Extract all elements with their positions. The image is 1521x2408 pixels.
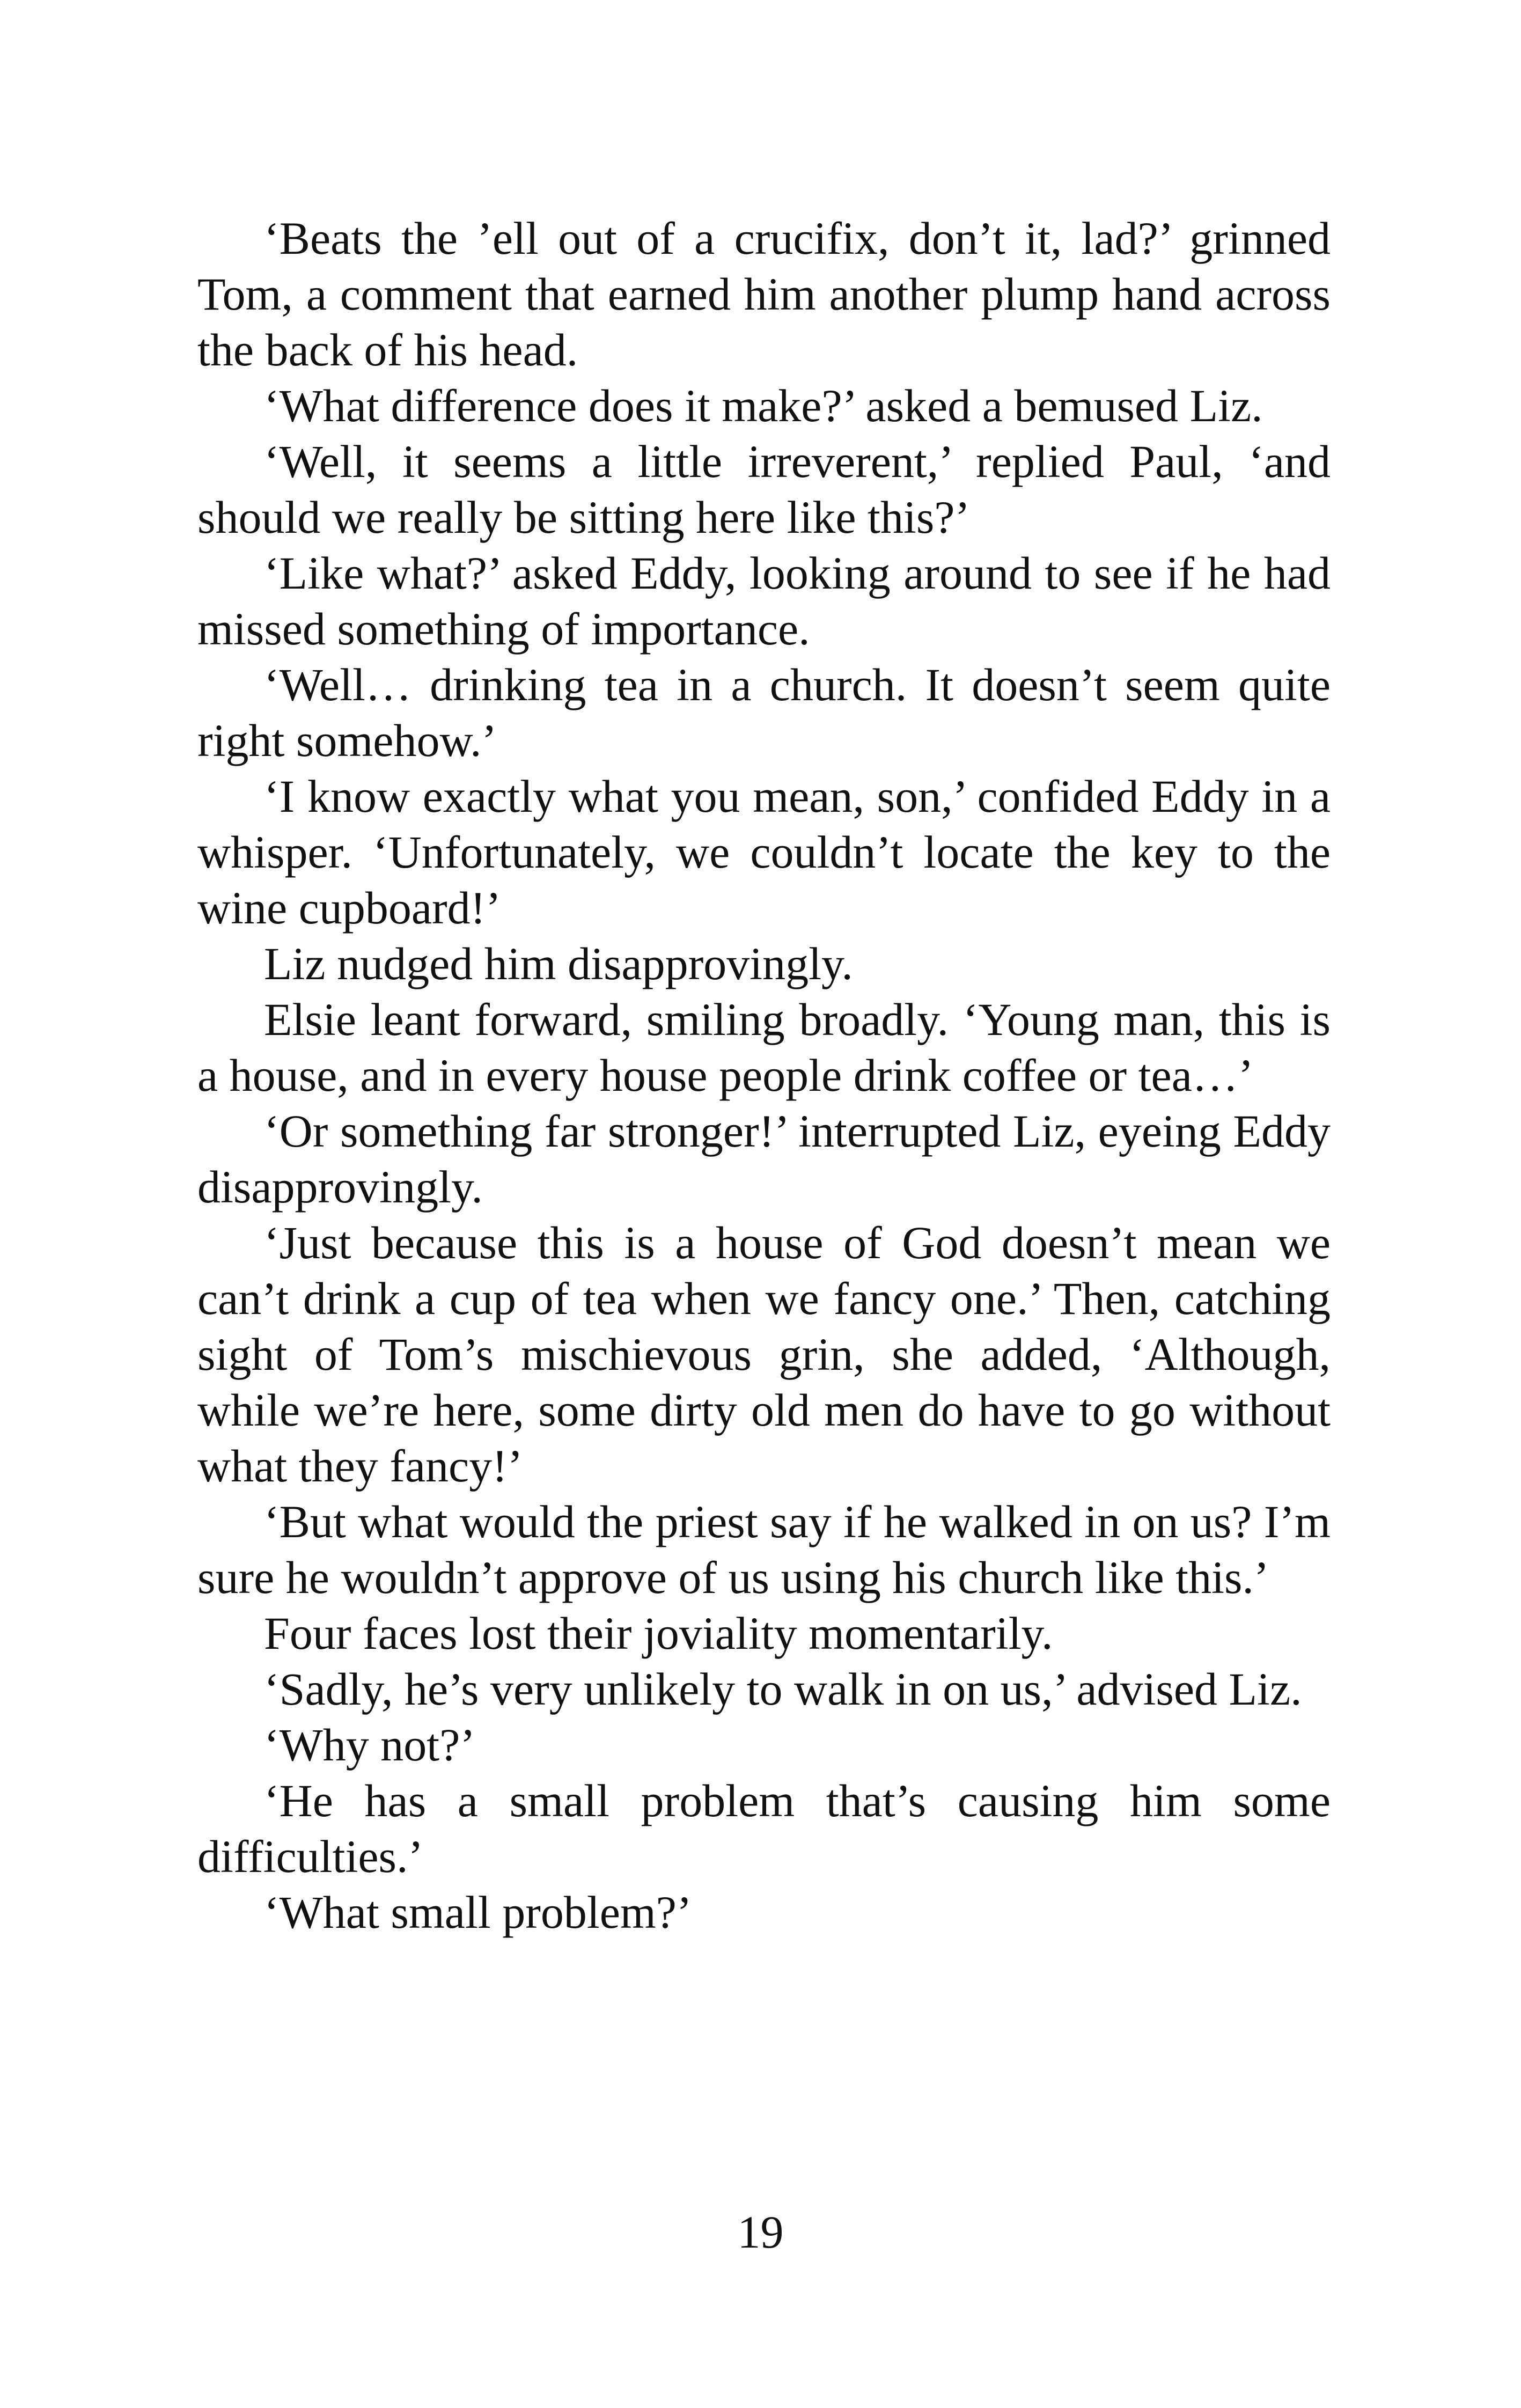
paragraph: ‘What small problem?’ bbox=[264, 1886, 692, 1938]
paragraph: Liz nudged him disapprovingly. bbox=[264, 938, 853, 989]
paragraph: ‘I know exactly what you mean, son,’ confided Eddy in a whisper. ‘Unfortunately, we couldn’t locate the key to the wine cupboard!’ bbox=[197, 770, 1331, 934]
paragraph: ‘What difference does it make?’ asked a bemused Liz. bbox=[264, 380, 1263, 431]
paragraph: ‘But what would the priest say if he walked in on us? I’m sure he wouldn’t approve of us using his church like this.’ bbox=[197, 1496, 1331, 1603]
paragraph: ‘Sadly, he’s very unlikely to walk in on us,’ advised Liz. bbox=[264, 1663, 1302, 1715]
paragraph: ‘Well, it seems a little irreverent,’ replied Paul, ‘and should we really be sitting here like this?’ bbox=[197, 436, 1331, 543]
paragraph: Four faces lost their joviality momentarily. bbox=[264, 1607, 1053, 1659]
paragraph: ‘He has a small problem that’s causing him some difficulties.’ bbox=[197, 1775, 1331, 1882]
paragraph: Elsie leant forward, smiling broadly. ‘Young man, this is a house, and in every house people drink coffee or tea…’ bbox=[197, 994, 1331, 1101]
paragraph: ‘Beats the ’ell out of a crucifix, don’t it, lad?’ grinned Tom, a comment that earned him another plump hand across the back of his head. bbox=[197, 212, 1331, 376]
paragraph: ‘Why not?’ bbox=[264, 1719, 476, 1771]
paragraph: ‘Well… drinking tea in a church. It doesn’t seem quite right somehow.’ bbox=[197, 659, 1331, 766]
paragraph: ‘Just because this is a house of God doesn’t mean we can’t drink a cup of tea when we fancy one.’ Then, catching sight of Tom’s mischievous grin, she added, ‘Although, while we’re here, some dirty old men do have to go without what they fancy!’ bbox=[197, 1217, 1331, 1492]
page-body bbox=[197, 210, 1331, 1940]
paragraph: ‘Or something far stronger!’ interrupted Liz, eyeing Eddy disapprovingly. bbox=[197, 1105, 1331, 1213]
paragraph: ‘Like what?’ asked Eddy, looking around to see if he had missed something of importance. bbox=[197, 547, 1331, 655]
page-number: 19 bbox=[737, 2206, 784, 2258]
